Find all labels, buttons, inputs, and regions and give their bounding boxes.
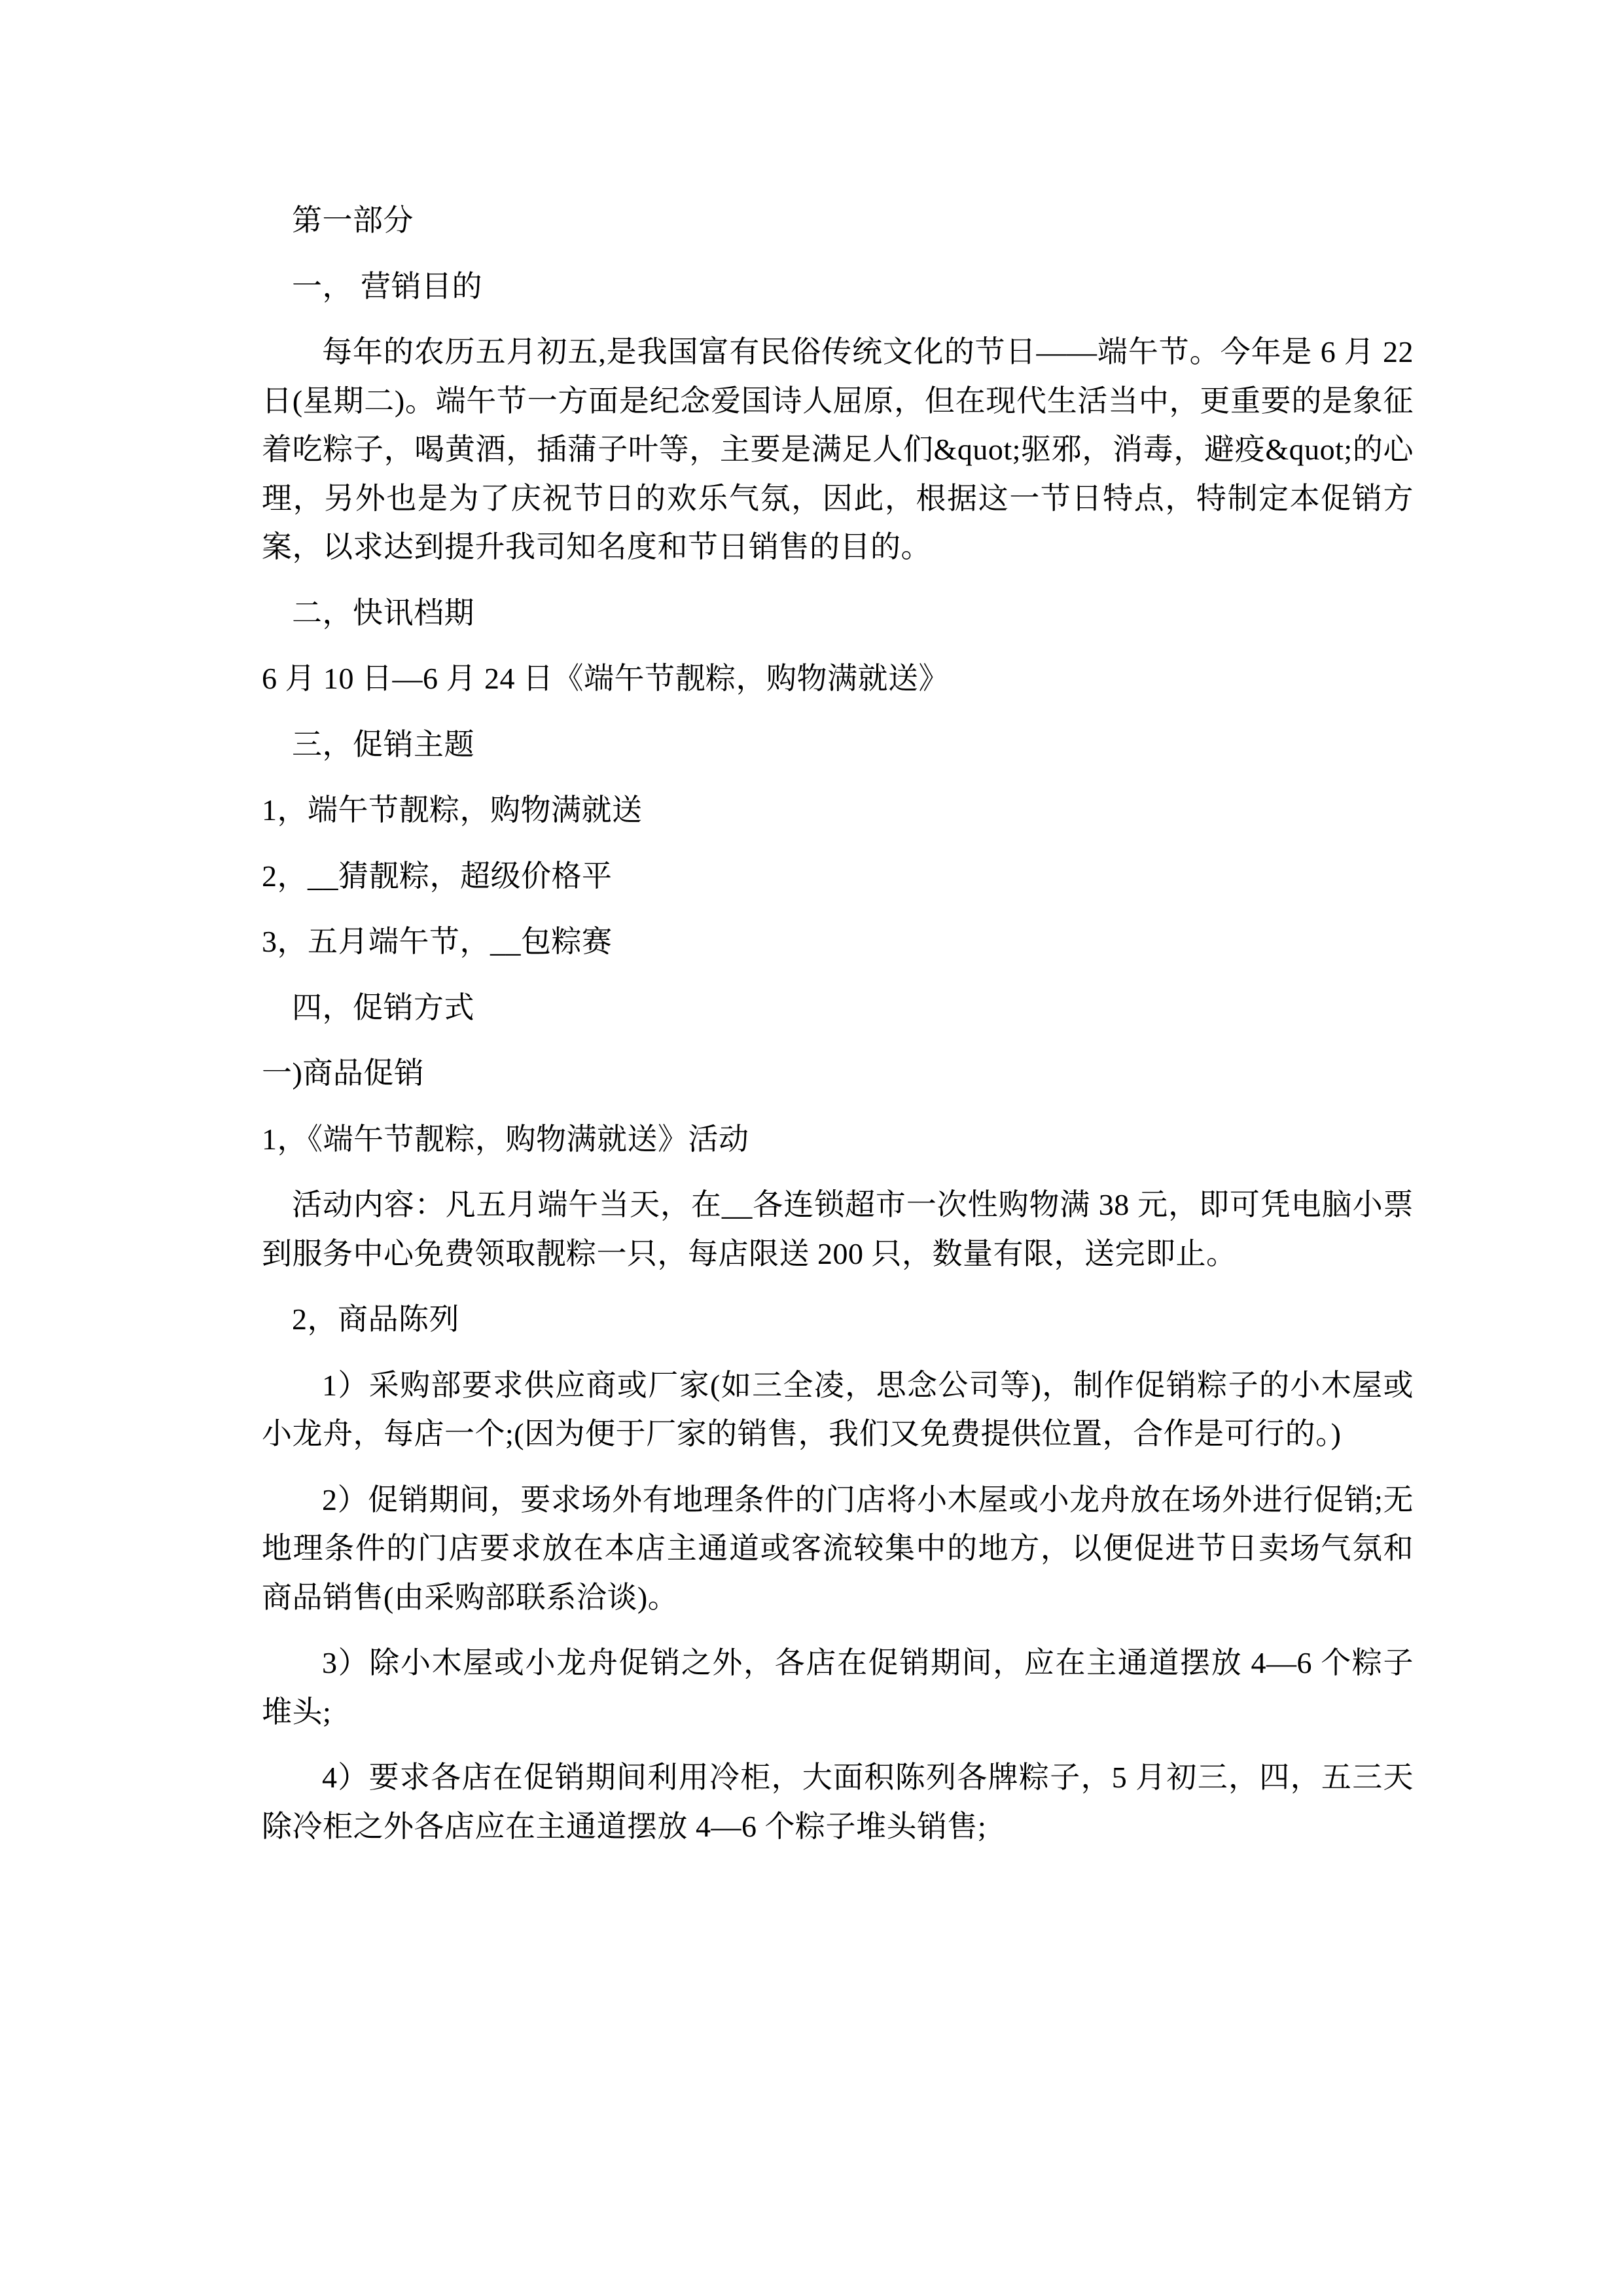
paragraph-promo-theme-3: 3，五月端午节，__包粽赛: [262, 925, 613, 959]
paragraph-promo-theme-2: 2，__猜靓粽，超级价格平: [262, 859, 613, 893]
paragraph-heading-flyer-period: 二，快讯档期: [292, 596, 474, 630]
paragraph-activity-title: 1，《端午节靓粽，购物满就送》活动: [262, 1122, 749, 1156]
paragraph-subheading-product-promo: 一)商品促销: [262, 1056, 425, 1090]
paragraph-display-item-2: 2）促销期间，要求场外有地理条件的门店将小木屋或小龙舟放在场外进行促销;无地理条件的门店要求放在本店主通道或客流较集中的地方，以便促进节日卖场气氛和商品销售(由采购部联系洽谈)。: [262, 1482, 1414, 1614]
document-body: [262, 196, 1414, 1851]
paragraph-display-item-3: 3）除小木屋或小龙舟促销之外，各店在促销期间，应在主通道摆放 4—6 个粽子堆头;: [262, 1646, 1414, 1729]
paragraph-marketing-purpose-body: 每年的农历五月初五,是我国富有民俗传统文化的节日——端午节。今年是 6 月 22 日(星期二)。端午节一方面是纪念爱国诗人屈原，但在现代生活当中，更重要的是象征着吃粽子，喝黄酒，插蒲子叶等，主要是满足人们&quot;驱邪，消毒，避疫&quot;的心理，另外也是为了庆祝节日的欢乐气氛，因此，根据这一节日特点，特制定本促销方案，以求达到提升我司知名度和节日销售的目的。: [262, 335, 1414, 564]
paragraph-flyer-period-dates: 6 月 10 日—6 月 24 日《端午节靓粽，购物满就送》: [262, 662, 949, 696]
paragraph-activity-content: 活动内容：凡五月端午当天，在__各连锁超市一次性购物满 38 元，即可凭电脑小票到服务中心免费领取靓粽一只，每店限送 200 只，数量有限，送完即止。: [262, 1188, 1414, 1270]
paragraph-promo-theme-1: 1，端午节靓粽，购物满就送: [262, 793, 643, 827]
paragraph-heading-marketing-purpose: 一， 营销目的: [292, 269, 482, 303]
paragraph-display-item-1: 1）采购部要求供应商或厂家(如三全凌，思念公司等)，制作促销粽子的小木屋或小龙舟，每店一个;(因为便于厂家的销售，我们又免费提供位置，合作是可行的。): [262, 1368, 1414, 1451]
paragraph-section-title: 第一部分: [292, 204, 414, 237]
paragraph-heading-promo-theme: 三，促销主题: [292, 727, 474, 761]
paragraph-heading-promo-method: 四，促销方式: [292, 990, 474, 1024]
paragraph-subheading-product-display: 2，商品陈列: [292, 1302, 459, 1336]
paragraph-display-item-4: 4）要求各店在促销期间利用冷柜，大面积陈列各牌粽子，5 月初三，四，五三天除冷柜之外各店应在主通道摆放 4—6 个粽子堆头销售;: [262, 1761, 1414, 1843]
